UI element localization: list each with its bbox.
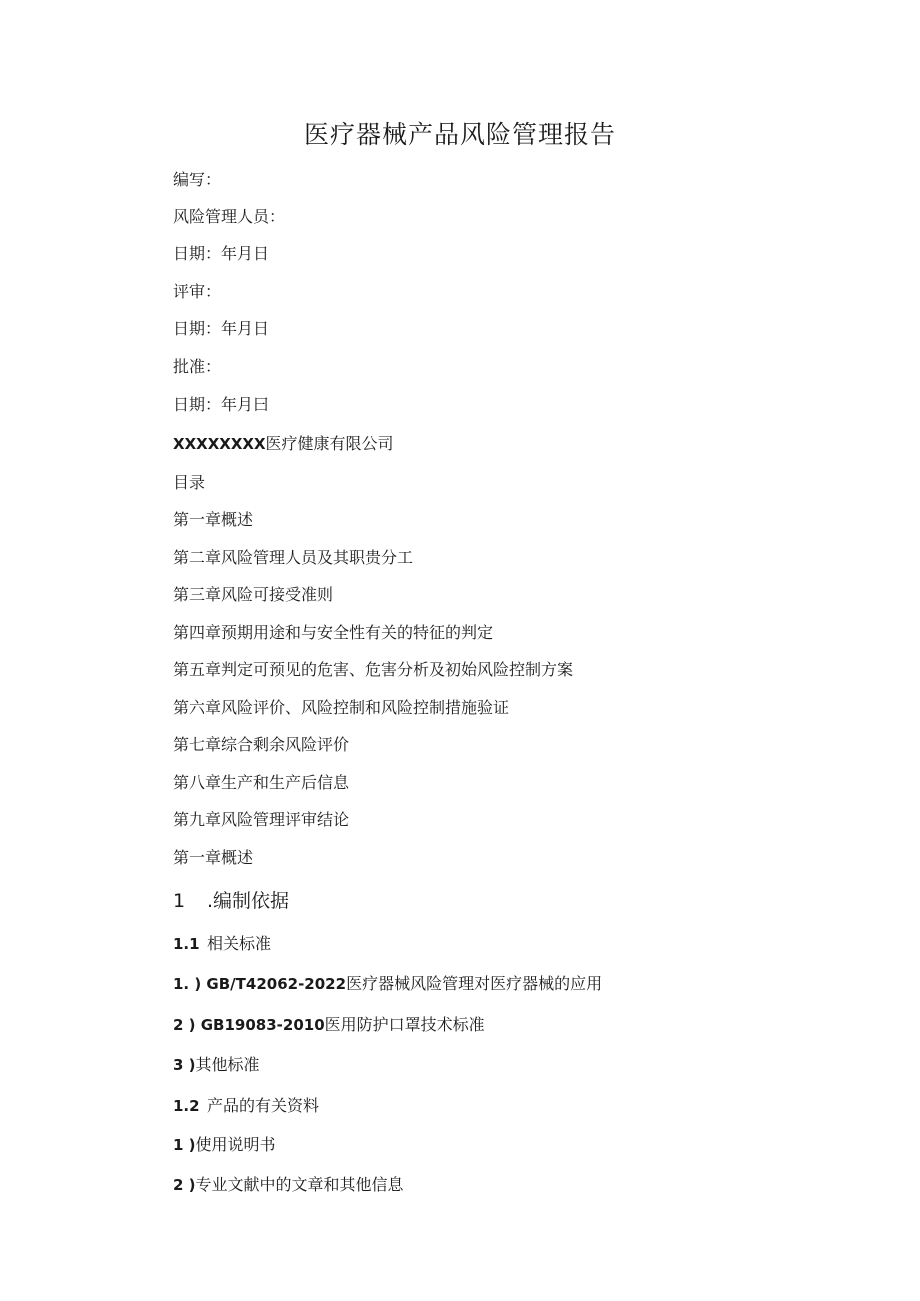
toc-item: 第一章概述 <box>173 510 254 529</box>
toc-heading: 目录 <box>173 473 206 492</box>
signoff-date-2: 日期：年月日 <box>173 319 270 338</box>
section-title: .编制依据 <box>207 890 290 912</box>
material-number: 2 ) <box>173 1176 196 1194</box>
toc-item: 第五章判定可预见的危害、危害分析及初始风险控制方案 <box>173 660 574 679</box>
standard-title: 医疗器械风险管理对医疗器械的应用 <box>346 974 603 993</box>
signoff-author: 编写： <box>173 170 222 189</box>
subsection-number: 1.1 <box>173 935 200 953</box>
subsection-title: 产品的有关资料 <box>207 1096 320 1115</box>
standard-code: 3 ) <box>173 1056 196 1074</box>
company-code: XXXXXXXX <box>173 435 266 453</box>
material-item <box>173 1174 404 1196</box>
section-number: 1 <box>173 890 186 912</box>
subsection-title: 相关标准 <box>207 934 272 953</box>
subsection-heading <box>173 1095 319 1117</box>
company-name <box>173 433 394 455</box>
section-heading <box>173 888 289 914</box>
standard-item <box>173 1054 260 1076</box>
document-title: 医疗器械产品风险管理报告 <box>303 120 616 149</box>
standard-code: 2 ) GB19083-2010 <box>173 1016 325 1034</box>
toc-item: 第八章生产和生产后信息 <box>173 773 350 792</box>
toc-item: 第四章预期用途和与安全性有关的特征的判定 <box>173 623 494 642</box>
standard-title: 医用防护口罩技术标准 <box>324 1015 485 1034</box>
standard-item <box>173 1014 485 1036</box>
toc-item: 第六章风险评价、风险控制和风险控制措施验证 <box>173 698 510 717</box>
toc-item: 第二章风险管理人员及其职贵分工 <box>173 548 414 567</box>
material-title: 专业文献中的文章和其他信息 <box>195 1175 404 1194</box>
company-suffix: 医疗健康有限公司 <box>265 434 394 453</box>
standard-item <box>173 973 602 995</box>
signoff-date-3: 日期：年月曰 <box>173 395 270 414</box>
subsection-heading <box>173 933 271 955</box>
signoff-reviewer: 评审： <box>173 282 222 301</box>
signoff-approver: 批准： <box>173 357 222 376</box>
standard-code: 1. ) GB/T42062-2022 <box>173 975 347 993</box>
toc-item: 第九章风险管理评审结论 <box>173 810 350 829</box>
standard-title: 其他标准 <box>195 1055 260 1074</box>
toc-item: 第三章风险可接受准则 <box>173 585 334 604</box>
chapter-title: 第一章概述 <box>173 848 254 867</box>
signoff-date-1: 日期：年月日 <box>173 244 270 263</box>
subsection-number: 1.2 <box>173 1097 200 1115</box>
material-number: 1 ) <box>173 1136 196 1154</box>
signoff-risk-manager: 风险管理人员： <box>173 207 286 226</box>
toc-item: 第七章综合剩余风险评价 <box>173 735 350 754</box>
material-item <box>173 1134 276 1156</box>
material-title: 使用说明书 <box>195 1135 276 1154</box>
